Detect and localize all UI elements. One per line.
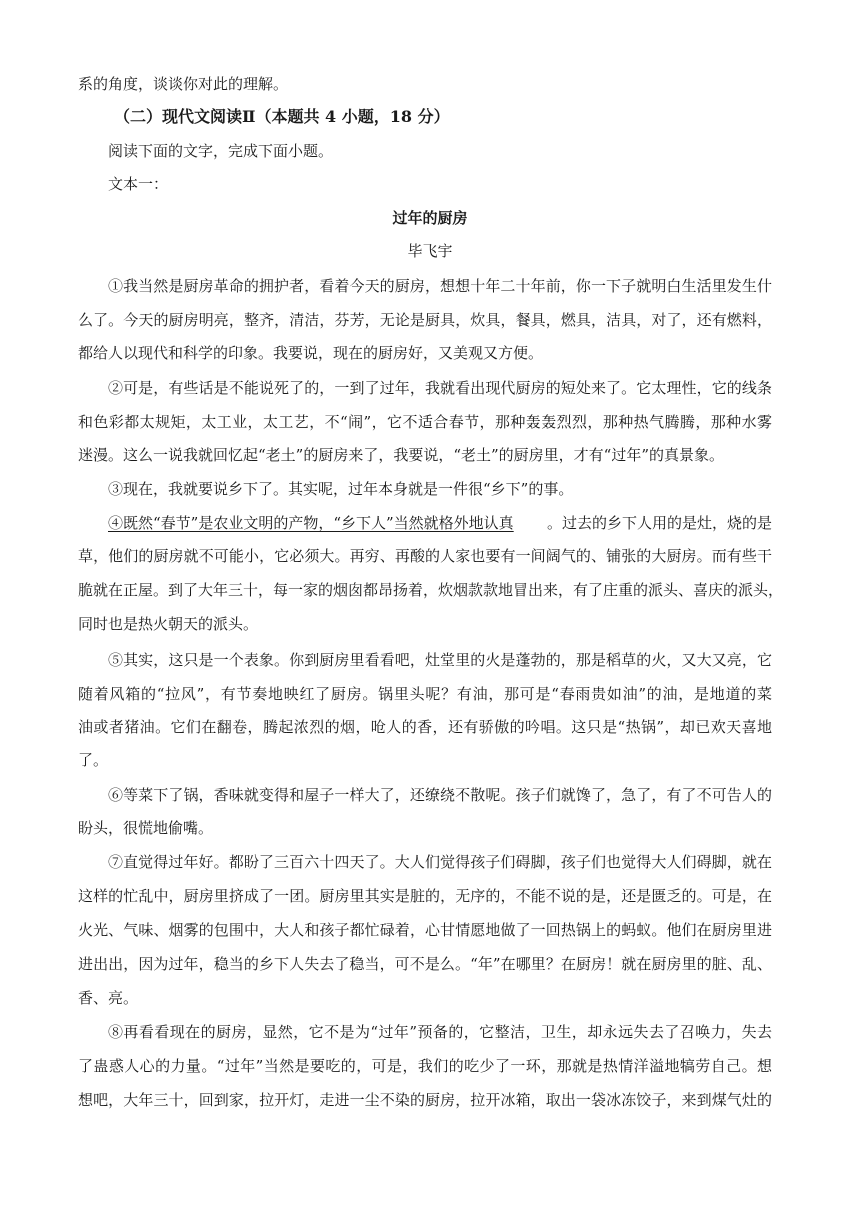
paragraph-3: ③现在，我就要说乡下了。其实呢，过年本身就是一件很“乡下”的事。 [108, 480, 574, 498]
paragraph-5-line-3: 油或者猪油。它们在翻卷，腾起浓烈的烟，呛人的香，还有骄傲的吟唱。这只是“热锅”，却已欢天喜地 [78, 718, 772, 736]
paragraph-4-line-2: 草，他们的厨房就不可能小，它必须大。再穷、再酸的人家也要有一间阔气的、铺张的大厨房。而有些干 [78, 547, 772, 565]
paragraph-1-line-2: 么了。今天的厨房明亮，整齐，清洁，芬芳，无论是厨具，炊具，餐具，燃具，洁具，对了，还有燃料， [78, 311, 772, 329]
underlined-sentence: ④既然“春节”是农业文明的产物，“乡下人”当然就格外地认真 [108, 514, 514, 532]
paragraph-4-line-4: 同时也是热火朝天的派头。 [78, 615, 259, 633]
paragraph-1-line-1: ①我当然是厨房革命的拥护者，看着今天的厨房，想想十年二十年前，你一下子就明白生活里发生什 [108, 277, 772, 295]
article-author: 毕飞宇 [407, 242, 453, 260]
paragraph-2-line-1: ②可是，有些话是不能说死了的，一到了过年，我就看出现代厨房的短处来了。它太理性，它的线条 [108, 379, 772, 397]
paragraph-7-line-2: 这样的忙乱中，厨房里挤成了一团。厨房里其实是脏的，无序的，不能不说的是，还是匮乏的。可是，在 [78, 887, 772, 905]
paragraph-4-line-3: 脆就在正屋。到了大年三十，每一家的烟囱都昂扬着，炊烟款款地冒出来，有了庄重的派头、喜庆的派头， [78, 581, 784, 599]
paragraph-7-line-1: ⑦直觉得过年好。都盼了三百六十四天了。大人们觉得孩子们碍脚，孩子们也觉得大人们碍脚，就在 [108, 853, 772, 871]
paragraph-6-line-1: ⑥等菜下了锅，香味就变得和屋子一样大了，还缭绕不散呢。孩子们就馋了，急了，有了不可告人的 [108, 786, 772, 804]
paragraph-6-line-2: 盼头，很慌地偷嘴。 [78, 819, 214, 837]
reading-instruction: 阅读下面的文字，完成下面小题。 [108, 142, 334, 160]
paragraph-2-line-3: 迷漫。这么一说我就回忆起“老土”的厨房来了，我要说，“老土”的厨房里，才有“过年”的真景象。 [78, 446, 725, 464]
paragraph-8-line-2: 了蛊惑人心的力量。“过年”当然是要吃的，可是，我们的吃少了一环，那就是热情洋溢地犒劳自己。想 [78, 1057, 772, 1075]
paragraph-8-line-3: 想吧，大年三十，回到家，拉开灯，走进一尘不染的厨房，拉开冰箱，取出一袋冰冻饺子，来到煤气灶的 [78, 1091, 772, 1109]
paragraph-7-line-5: 香、亮。 [78, 989, 139, 1007]
article-title: 过年的厨房 [392, 209, 468, 227]
paragraph-8-line-1: ⑧再看看现在的厨房，显然，它不是为“过年”预备的，它整洁，卫生，却永远失去了召唤力，失去 [108, 1023, 772, 1041]
paragraph-5-line-4: 了。 [78, 751, 109, 769]
section-heading: （二）现代文阅读Ⅱ（本题共 4 小题，18 分） [114, 107, 450, 126]
paragraph-5-line-2: 随着风箱的“拉风”，有节奏地映红了厨房。锅里头呢？有油，那可是“春雨贵如油”的油，是地道的菜 [78, 685, 772, 703]
paragraph-1-line-3: 都给人以现代和科学的印象。我要说，现在的厨房好，又美观又方便。 [78, 344, 544, 362]
paragraph-7-line-3: 火光、气味、烟雾的包围中，大人和孩子都忙碌着，心甘情愿地做了一回热锅上的蚂蚁。他们在厨房里进 [78, 921, 772, 939]
paragraph-7-line-4: 进出出，因为过年，稳当的乡下人失去了稳当，可不是么。“年”在哪里？在厨房！就在厨房里的脏、乱、 [78, 955, 772, 973]
paragraph-2-line-2: 和色彩都太规矩，太工业，太工艺，不“闹”，它不适合春节，那种轰轰烈烈，那种热气腾腾，那种水雾 [78, 413, 772, 431]
paragraph-4-line-1-rest: 。过去的乡下人用的是灶，烧的是 [546, 514, 772, 532]
previous-question-tail: 系的角度，谈谈你对此的理解。 [78, 75, 289, 93]
text-one-label: 文本一： [108, 175, 169, 193]
paragraph-5-line-1: ⑤其实，这只是一个表象。你到厨房里看看吧，灶堂里的火是蓬勃的，那是稻草的火，又大又亮，它 [108, 651, 772, 669]
paragraph-4-line-1 [108, 513, 772, 533]
